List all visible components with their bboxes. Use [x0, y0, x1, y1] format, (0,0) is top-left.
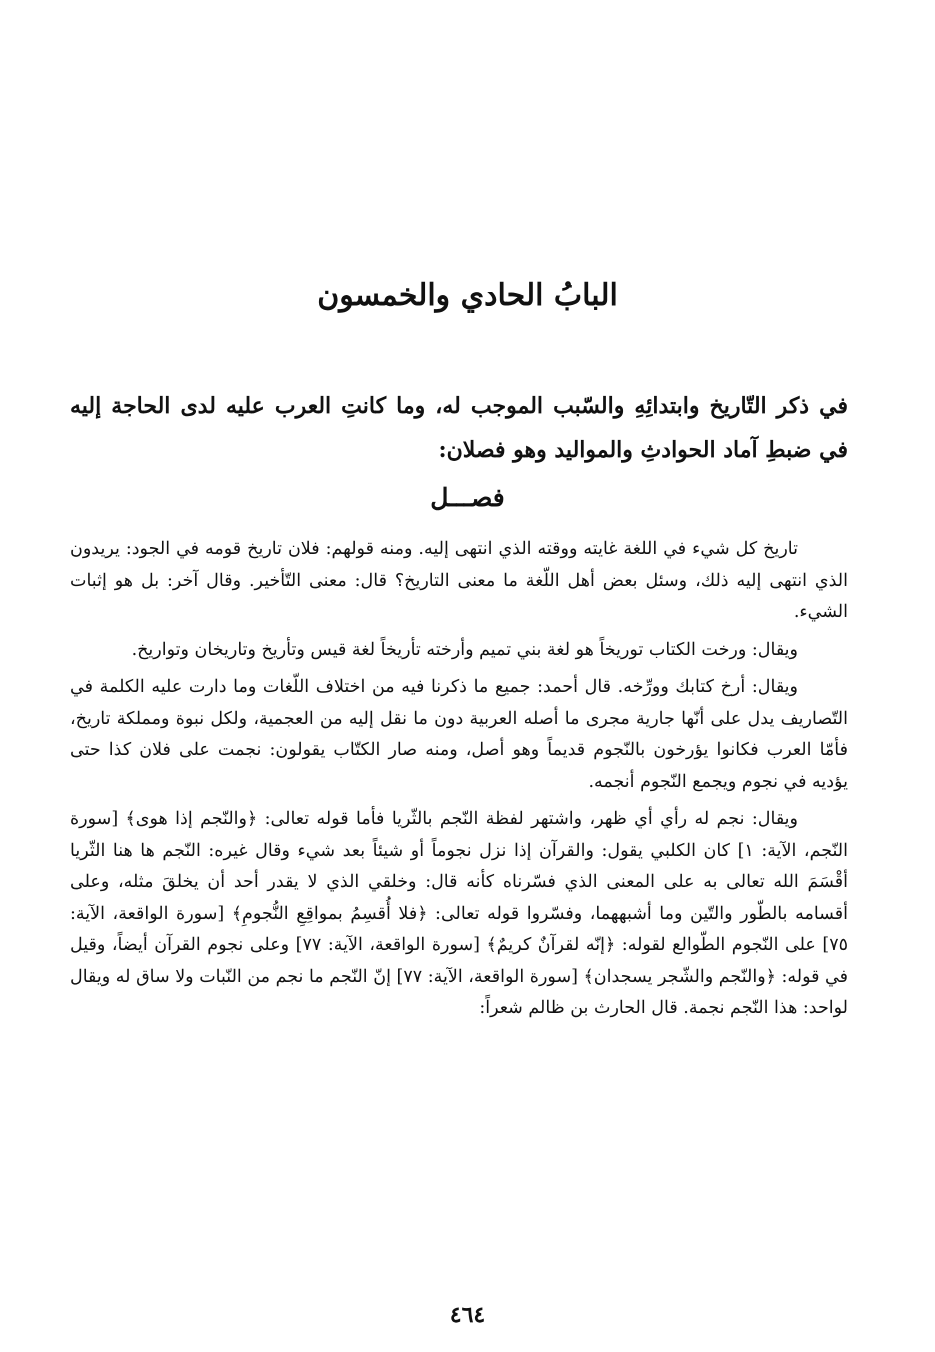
paragraph: تاريخ كل شيء في اللغة غايته ووقته الذي انتهى إليه. ومنه قولهم: فلان تاريخ قومه في الجود: يريدون الذي انتهى إليه ذلك، وسئل بعض أهل اللّغة ما معنى التاريخ؟ قال: معنى التّأخير. وقال آخر: بل هو إثبات الشيء. — [70, 539, 848, 622]
chapter-title: البابُ الحادي والخمسون — [317, 278, 618, 313]
section-heading: فصـــل — [430, 483, 505, 512]
paragraph: ويقال: ورخت الكتاب توريخاً هو لغة بني تميم وأرخته تأريخاً لغة قيس وتأريخ وتاريخان وتواريخ. — [131, 639, 798, 660]
body-text — [70, 534, 848, 1031]
paragraph: ويقال: أرخ كتابك وورِّخه. قال أحمد: جميع ما ذكرنا فيه من اختلاف اللّغات وما دارت عليه الكلمة في التّصاريف يدل على أنّها جارية مجرى ما أصله العربية دون ما نقل إليه من العجمية، ولكل نبوة ومملكة تاريخ، فأمّا العرب فكانوا يؤرخون بالنّجوم قديماً وهو أصل، ومنه صار الكتّاب يقولون: نجمت على فلان كذا حتى يؤديه في نجوم ويجمع النّجوم أنجمه. — [70, 677, 848, 792]
page-number: ٤٦٤ — [449, 1302, 486, 1328]
paragraph: ويقال: نجم له رأي أي ظهر، واشتهر لفظة النّجم بالثّريا فأما قوله تعالى: ﴿والنّجم إذا هوى﴾ [سورة النّجم، الآية: ١] كان الكلبي يقول: والقرآن إذا نزل نجوماً أو شيئاً بعد شيء وقال غيره: النّجم ها هنا الثّريا أقْسَمَ الله تعالى به على المعنى الذي فسّرناه كأنه قال: وخلقي الذي لا يقدر أحد أن يخلقَ مثله، وعلى أقسامه بالطّور والتّين وما أشبههما، وفسّروا قوله تعالى: ﴿فلا أُقسِمُ بمواقِعِ النُّجومِ﴾ [سورة الواقعة، الآية: ٧٥] على النّجوم الطّوالع لقوله: ﴿إنّه لقرآنٌ كريمٌ﴾ [سورة الواقعة، الآية: ٧٧] وعلى نجوم القرآن أيضاً، وقيل في قوله: ﴿والنّجم والشّجر يسجدان﴾ [سورة الواقعة، الآية: ٧٧] إنّ النّجم ما نجم من النّبات ولا ساق له ويقال لواحد: هذا النّجم نجمة. قال الحارث بن ظالم شعراً: — [70, 809, 849, 1018]
chapter-subtitle: في ذكر التّاريخ وابتدائِهِ والسّبب الموجب له، وما كانتِ العرب عليه لدى الحاجة إليه في ضبطِ آماد الحوادثِ والمواليد وهو فصلان: — [70, 393, 848, 463]
